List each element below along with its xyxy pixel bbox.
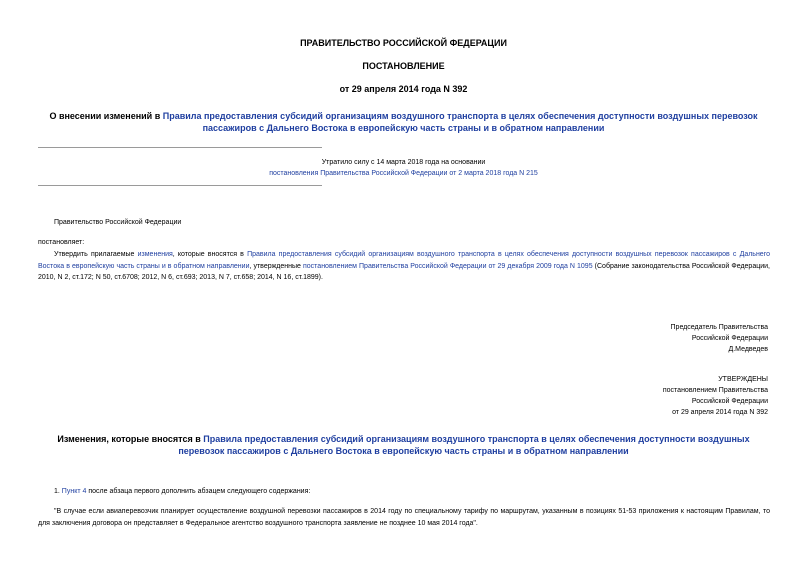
approval-line: УТВЕРЖДЕНЫ bbox=[718, 376, 768, 383]
document-title-prefix: О внесении изменений в bbox=[49, 111, 163, 121]
government-line: Правительство Российской Федерации bbox=[54, 219, 182, 226]
changes-title bbox=[40, 433, 767, 457]
item-1 bbox=[54, 486, 770, 497]
rules-title-link[interactable]: Правила предоставления субсидий организациям воздушного транспорта в целях обеспечения доступности воздушных перевозок пассажиров с Дальнего Востока в европейскую часть страны и в обратном направлении bbox=[162, 111, 758, 133]
item-text: после абзаца первого дополнить абзацем следующего содержания: bbox=[86, 488, 311, 495]
signature-block bbox=[568, 322, 768, 355]
paragraph-text: (Собрание законодательства Российской Федерации, 2010, N 2, ст.172; N 50, ст.6708; 2012, N 6, ст.693; 2013, N 7, ст.658; 2014, N 16, ст.1899). bbox=[38, 262, 770, 281]
paragraph-text: , утвержденные bbox=[249, 262, 303, 270]
document-date-number: от 29 апреля 2014 года N 392 bbox=[339, 84, 468, 94]
signature-line: Председатель Правительства bbox=[670, 324, 768, 331]
item-number: 1. bbox=[54, 488, 62, 495]
approval-line: Российской Федерации bbox=[691, 398, 768, 405]
quoted-paragraph: "В случае если авиаперевозчик планирует осуществление воздушной перевозки пассажиров в 2014 году по специальному тарифу по маршрутам, указанным в позициях 51-53 приложения к настоящим Правилам, то для заключения договора он представляет в Федеральное агентство воздушного транспорта заявление не позднее 10 мая 2014 года". bbox=[38, 508, 770, 527]
paragraph-text: Утвердить прилагаемые bbox=[54, 251, 138, 258]
approval-line: от 29 апреля 2014 года N 392 bbox=[672, 409, 768, 416]
changes-title-prefix: Изменения, которые вносятся в bbox=[57, 434, 204, 444]
document-title bbox=[40, 110, 767, 134]
approval-line: постановлением Правительства bbox=[662, 387, 768, 394]
status-note bbox=[220, 157, 587, 179]
divider-top bbox=[38, 147, 322, 148]
point-4-link[interactable]: Пункт 4 bbox=[61, 488, 87, 495]
status-note-line: Утратило силу с 14 марта 2018 года на основании bbox=[321, 159, 486, 166]
repeal-resolution-link[interactable]: постановления Правительства Российской Федерации от 2 марта 2018 года N 215 bbox=[269, 170, 538, 177]
approval-paragraph bbox=[38, 249, 770, 284]
government-heading: ПРАВИТЕЛЬСТВО РОССИЙСКОЙ ФЕДЕРАЦИИ bbox=[300, 38, 507, 48]
signature-name: Д.Медведев bbox=[728, 346, 768, 353]
divider-bottom bbox=[38, 185, 322, 186]
changes-rules-link[interactable]: Правила предоставления субсидий организациям воздушного транспорта в целях обеспечения доступности воздушных перевозок пассажиров с Дальнего Востока в европейскую часть страны и в обратном направлении bbox=[178, 434, 750, 456]
signature-line: Российской Федерации bbox=[691, 335, 768, 342]
rules-link[interactable]: Правила предоставления субсидий организациям воздушного транспорта в целях обеспечения доступности воздушных перевозок пассажиров с Дальнего Востока в европейскую часть страны и в обратном направлении bbox=[38, 251, 770, 270]
approval-block bbox=[568, 374, 768, 418]
changes-link[interactable]: изменения bbox=[137, 251, 173, 258]
paragraph-text: , которые вносятся в bbox=[172, 251, 248, 258]
resolves-line: постановляет: bbox=[38, 239, 85, 246]
resolution-1095-link[interactable]: постановлением Правительства Российской Федерации от 29 декабря 2009 года N 1095 bbox=[302, 262, 593, 270]
document-type: ПОСТАНОВЛЕНИЕ bbox=[362, 61, 445, 71]
